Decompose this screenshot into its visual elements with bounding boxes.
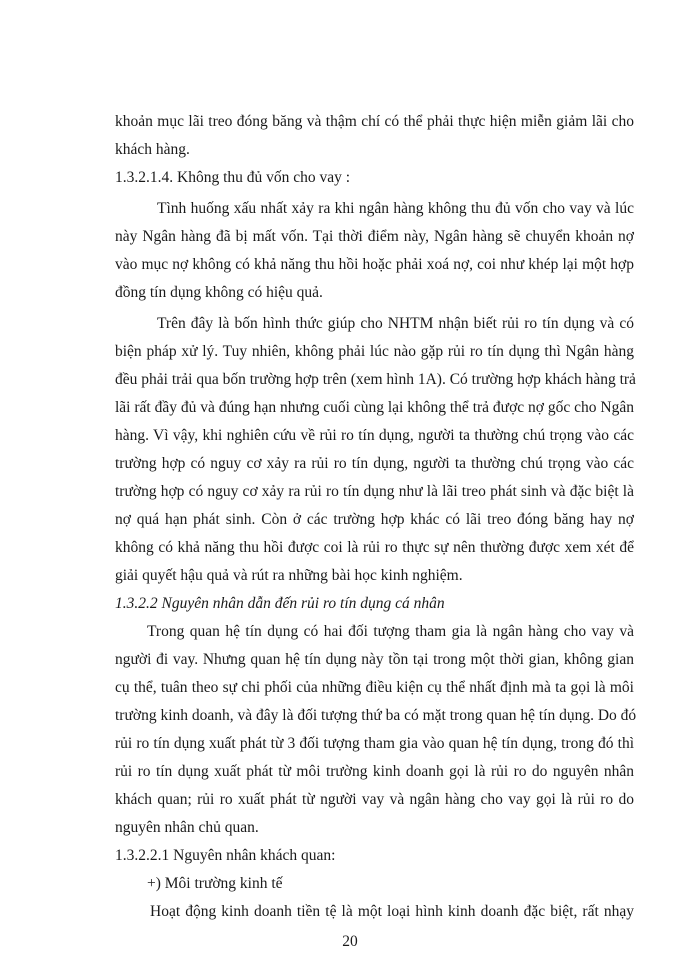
body-text-line: khoản mục lãi treo đóng băng và thậm chí có thể phải thực hiện miễn giảm lãi cho: [115, 113, 634, 130]
bullet-item: +) Môi trường kinh tế: [147, 875, 283, 892]
body-text-line: rủi ro tín dụng xuất phát từ 3 đối tượng tham gia vào quan hệ tín dụng, trong đó thì: [115, 735, 634, 752]
body-text-line: không có khả năng thu hồi được coi là rủi ro thực sự nên thường được xem xét để: [115, 539, 634, 556]
body-text-line: trường kinh doanh, và đây là đối tượng thứ ba có mặt trong quan hệ tín dụng. Do đó: [115, 707, 637, 724]
section-heading: 1.3.2.1.4. Không thu đủ vốn cho vay :: [115, 169, 351, 186]
body-text-line: Tình huống xấu nhất xảy ra khi ngân hàng không thu đủ vốn cho vay và lúc: [157, 200, 634, 217]
section-heading: 1.3.2.2 Nguyên nhân dẫn đến rủi ro tín dụng cá nhân: [115, 595, 445, 612]
body-text-line: rủi ro tín dụng xuất phát từ môi trường kinh doanh gọi là rủi ro do nguyên nhân: [115, 763, 634, 780]
body-text-line: trường hợp có nguy cơ xảy ra rủi ro tín dụng, người ta thường chú trọng vào các: [115, 455, 634, 472]
body-text-line: vào mục nợ không có khả năng thu hồi hoặc phải xoá nợ, coi như khép lại một hợp: [115, 256, 634, 273]
body-text-line: đồng tín dụng không có hiệu quả.: [115, 284, 323, 301]
page-number: 20: [342, 933, 358, 950]
body-text-line: giải quyết hậu quả và rút ra những bài học kinh nghiệm.: [115, 567, 463, 584]
body-text-line: này Ngân hàng đã bị mất vốn. Tại thời điểm này, Ngân hàng sẽ chuyển khoản nợ: [115, 228, 634, 245]
section-heading: 1.3.2.2.1 Nguyên nhân khách quan:: [115, 847, 336, 864]
body-text-line: Trong quan hệ tín dụng có hai đối tượng tham gia là ngân hàng cho vay và: [147, 623, 634, 640]
body-text-line: cụ thể, tuân theo sự chi phối của những điều kiện cụ thể nhất định mà ta gọi là môi: [115, 679, 634, 696]
body-text-line: người đi vay. Nhưng quan hệ tín dụng này tồn tại trong một thời gian, không gian: [115, 651, 634, 668]
body-text-line: nợ quá hạn phát sinh. Còn ở các trường hợp khác có lãi treo đóng băng hay nợ: [115, 511, 634, 528]
body-text-line: biện pháp xử lý. Tuy nhiên, không phải lúc nào gặp rủi ro tín dụng thì Ngân hàng: [115, 343, 634, 360]
body-text-line: Trên đây là bốn hình thức giúp cho NHTM nhận biết rủi ro tín dụng và có: [157, 315, 634, 332]
body-text-line: trường hợp có nguy cơ xảy ra rủi ro tín dụng như là lãi treo phát sinh và đặc biệt là: [115, 483, 634, 500]
body-text-line: hàng. Vì vậy, khi nghiên cứu về rủi ro tín dụng, người ta thường chú trọng vào các: [115, 427, 634, 444]
body-text-line: Hoạt động kinh doanh tiền tệ là một loại hình kinh doanh đặc biệt, rất nhạy: [150, 903, 634, 920]
body-text-line: lãi rất đầy đủ và đúng hạn nhưng cuối cùng lại không thể trả được nợ gốc cho Ngân: [115, 399, 634, 416]
body-text-line: khách quan; rủi ro xuất phát từ người vay và ngân hàng cho vay gọi là rủi ro do: [115, 791, 634, 808]
body-text-line: đều phải trải qua bốn trường hợp trên (xem hình 1A). Có trường hợp khách hàng trả: [115, 371, 636, 388]
body-text-line: nguyên nhân chủ quan.: [115, 819, 259, 836]
body-text-line: khách hàng.: [115, 141, 190, 158]
